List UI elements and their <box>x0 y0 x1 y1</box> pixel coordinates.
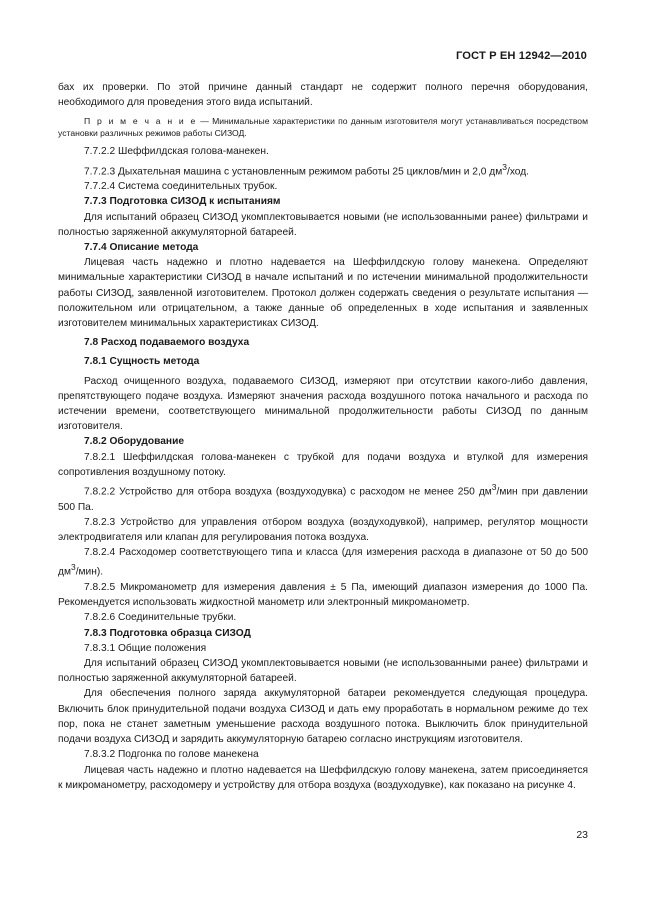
clause-text-end: /мин при давлении 500 Па. <box>58 486 588 513</box>
paragraph-7-8-1-body: Расход очищенного воздуха, подаваемого СИЗОД, измеряют при отсутствии какого-либо давления, препятствующего подаче воздуха. Измеряют значения расхода воздушного потока начального и расхода по истечении времени, соответствующего минимальной продолжительности работы СИЗОД по данным изготовителя. <box>58 375 588 433</box>
note-paragraph <box>58 115 588 139</box>
paragraph-7-8-3-1-body: Для испытаний образец СИЗОД укомплектовывается новыми (не использованными ранее) фильтрами и полностью заряженной аккумуляторной батареей. <box>58 658 588 685</box>
clause-7-7-2-3 <box>58 160 588 180</box>
clause-text-end: /ход. <box>506 166 530 177</box>
heading-7-8-3: 7.8.3 Подготовка образца СИЗОД <box>84 627 251 639</box>
clause-text: 7.7.2.3 Дыхательная машина с установленным режимом работы 25 циклов/мин и 2,0 дм <box>84 166 503 177</box>
clause-7-8-2-4 <box>58 545 588 580</box>
paragraph-continuation: бах их проверки. По этой причине данный стандарт не содержит полного перечня оборудования, необходимого для проведения этого вида испытаний. <box>58 82 588 109</box>
clause-7-8-3-1: 7.8.3.1 Общие положения <box>84 642 207 654</box>
clause-7-7-2-4: 7.7.2.4 Система соединительных трубок. <box>84 181 278 193</box>
clause-text: 7.8.2.4 Расходомер соответствующего типа и класса (для измерения расхода в диапазоне от 50 до 500 дм <box>58 547 588 578</box>
superscript: 3 <box>70 562 76 573</box>
clause-7-8-2-6: 7.8.2.6 Соединительные трубки. <box>84 612 237 624</box>
page-body <box>58 80 588 793</box>
clause-7-8-2-3: 7.8.2.3 Устройство для управления отбором воздуха (воздуходувкой), например, регулятор мощности электродвигателя или клапан для регулирования потока воздуха. <box>58 516 588 544</box>
superscript: 3 <box>491 482 497 493</box>
clause-7-8-2-2 <box>58 480 588 515</box>
superscript: 3 <box>502 161 507 172</box>
clause-7-8-2-1: 7.8.2.1 Шеффилдская голова-манекен с трубкой для подачи воздуха и втулкой для измерения сопротивления воздушному потоку. <box>58 451 588 478</box>
clause-text: 7.8.2.2 Устройство для отбора воздуха (воздуходувка) с расходом не менее 250 дм <box>84 486 492 498</box>
note-text: — Минимальные характеристики по данным изготовителя могут устанавливаться посредством установки различных режимов работы СИЗОД. <box>58 116 588 139</box>
paragraph-battery-procedure: Для обеспечения полного заряда аккумуляторной батареи рекомендуется следующая процедура. Включить блок принудительной подачи воздуха СИЗОД и дать ему проработать в нормальном режиме до тех пор, пока не станет заметным уменьшение расхода воздушного потока. Выключить блок принудительной подачи воздуха СИЗОД и зарядить аккумуляторную батарею согласно инструкциям изготовителя. <box>58 688 588 746</box>
heading-7-7-4: 7.7.4 Описание метода <box>84 242 199 254</box>
clause-text-end: /мин). <box>75 566 104 578</box>
clause-7-8-2-5: 7.8.2.5 Микроманометр для измерения давления ± 5 Па, имеющий диапазон измерения до 1000 Па. Рекомендуется использовать жидкостной манометр или электронный микроманометр. <box>58 582 588 609</box>
paragraph-7-7-3-body: Для испытаний образец СИЗОД укомплектовывается новыми (не использованными ранее) фильтрами и полностью заряженной аккумуляторной батареей. <box>58 211 588 238</box>
heading-7-8-1: 7.8.1 Сущность метода <box>84 356 200 368</box>
note-label: П р и м е ч а н и е <box>84 116 198 127</box>
heading-7-8: 7.8 Расход подаваемого воздуха <box>84 337 250 349</box>
paragraph-7-8-3-2-body: Лицевая часть надежно и плотно надевается на Шеффилдскую голову манекена, затем присоединяется к микроманометру, расходомеру и устройству для отбора воздуха (воздуходувке), как показано на рисунке 4. <box>58 764 588 791</box>
document-header: ГОСТ Р ЕН 12942—2010 <box>455 50 587 62</box>
paragraph-7-7-4-body: Лицевая часть надежно и плотно надевается на Шеффилдскую голову манекена. Определяют минимальные характеристики СИЗОД в начале испытаний и по истечении минимальной продолжительности работы СИЗОД, заявленной изготовителем. Протокол должен содержать сведения о результате испытания — положительном или отрицательном, а также данные об определенных в ходе испытания и заявленных изготовителем минимальных характеристиках СИЗОД. <box>58 257 588 330</box>
clause-7-8-3-2: 7.8.3.2 Подгонка по голове манекена <box>84 749 259 761</box>
clause-7-7-2-2: 7.7.2.2 Шеффилдская голова-манекен. <box>84 146 269 158</box>
page-number: 23 <box>576 829 588 841</box>
heading-7-7-3: 7.7.3 Подготовка СИЗОД к испытаниям <box>84 196 281 208</box>
heading-7-8-2: 7.8.2 Оборудование <box>84 436 184 448</box>
